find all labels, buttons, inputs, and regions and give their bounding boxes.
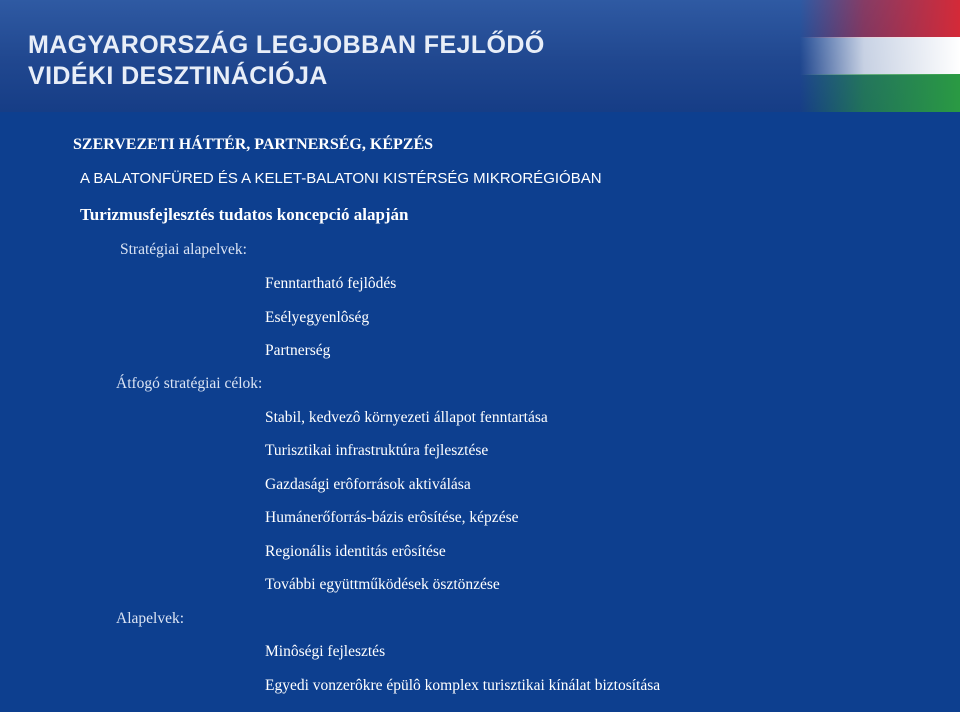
header-title-line-2: VIDÉKI DESZTINÁCIÓJA	[28, 62, 328, 90]
header-banner	[0, 0, 960, 112]
list-item: További együttműködések ösztönzése	[265, 576, 500, 593]
list-item: Gazdasági erôforrások aktiválása	[265, 476, 471, 493]
list-item: Stabil, kedvezô környezeti állapot fenntartása	[265, 409, 548, 426]
list-item: Humánerőforrás-bázis erôsítése, képzése	[265, 509, 519, 526]
list-item: Fenntartható fejlôdés	[265, 275, 397, 292]
list-item: Esélyegyenlôség	[265, 309, 370, 326]
section-heading: SZERVEZETI HÁTTÉR, PARTNERSÉG, KÉPZÉS	[73, 136, 434, 153]
concept-title: Turizmusfejlesztés tudatos koncepció alapján	[80, 205, 409, 224]
list-item: Egyedi vonzerôkre épülô komplex turisztikai kínálat biztosítása	[265, 677, 661, 694]
hungarian-flag-icon	[800, 0, 960, 112]
flag-red-stripe	[800, 0, 960, 38]
header-title-line-1: MAGYARORSZÁG LEGJOBBAN FEJLŐDŐ	[28, 31, 545, 59]
flag-white-stripe	[800, 37, 960, 75]
region-subtitle: A BALATONFÜRED ÉS A KELET-BALATONI KISTÉRSÉG MIKRORÉGIÓBAN	[80, 170, 602, 187]
category-strategic-goals: Átfogó stratégiai célok:	[116, 375, 263, 392]
list-item: Turisztikai infrastruktúra fejlesztése	[265, 442, 489, 459]
header-title	[28, 30, 545, 92]
flag-green-stripe	[800, 74, 960, 112]
list-item: Minôségi fejlesztés	[265, 643, 386, 660]
category-principles: Alapelvek:	[116, 610, 185, 627]
bottom-border	[0, 712, 960, 720]
category-strategic-principles: Stratégiai alapelvek:	[120, 241, 247, 258]
list-item: Partnerség	[265, 342, 331, 359]
list-item: Regionális identitás erôsítése	[265, 543, 446, 560]
